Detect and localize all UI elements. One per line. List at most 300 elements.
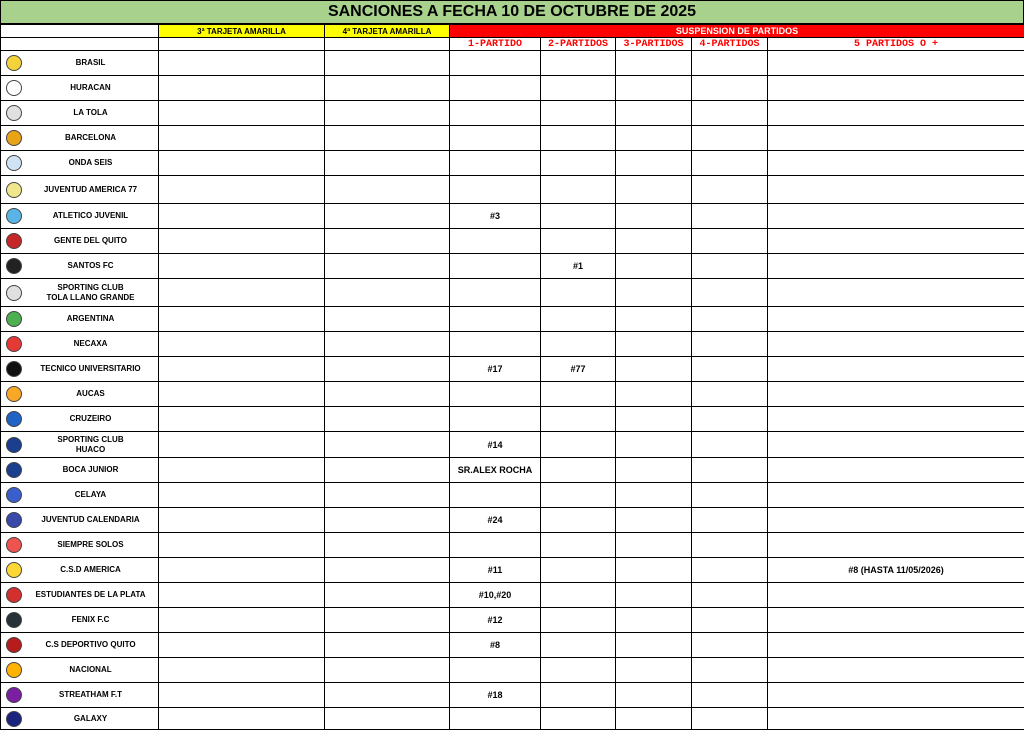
cell-y3 [159,508,325,533]
team-header-blank-2 [1,38,159,51]
cell-p4 [692,151,768,176]
team-name: SANTOS FC [67,261,114,270]
cell-y4 [325,176,450,204]
cell-y4 [325,533,450,558]
cell-p4 [692,508,768,533]
cell-p1: #17 [450,357,541,382]
cell-p1: #11 [450,558,541,583]
cell-p4 [692,51,768,76]
cell-p3 [616,483,692,508]
cell-p3 [616,533,692,558]
team-name: BRASIL [75,58,106,67]
cell-y3 [159,126,325,151]
cell-p2 [541,458,616,483]
team-logo-icon [6,55,22,71]
cell-p5 [768,432,1024,458]
cell-p4 [692,608,768,633]
cell-y4 [325,608,450,633]
cell-y4 [325,483,450,508]
cell-p1 [450,151,541,176]
cell-p3 [616,382,692,407]
cell-p2 [541,229,616,254]
cell-p4 [692,683,768,708]
cell-p3 [616,407,692,432]
team-logo-icon [6,258,22,274]
cell-p5 [768,458,1024,483]
team-cell [1,204,159,229]
header-2-partidos: 2-PARTIDOS [541,38,616,51]
cell-p1 [450,176,541,204]
cell-y3 [159,279,325,307]
cell-p2 [541,176,616,204]
team-name: GALAXY [73,713,108,723]
cell-p3 [616,151,692,176]
table-row [1,558,1024,583]
cell-p4 [692,254,768,279]
yellow3-sub-blank [159,38,325,51]
cell-p1 [450,101,541,126]
team-cell [1,533,159,558]
cell-p2 [541,658,616,683]
cell-p1 [450,279,541,307]
cell-p1 [450,51,541,76]
team-logo-icon [6,155,22,171]
team-logo-icon [6,80,22,96]
cell-p4 [692,633,768,658]
table-row [1,204,1024,229]
cell-p5 [768,583,1024,608]
cell-p4 [692,658,768,683]
cell-y3 [159,683,325,708]
team-name: SPORTING CLUB TOLA LLANO GRANDE [46,282,135,302]
cell-p5 [768,533,1024,558]
cell-p1: #14 [450,432,541,458]
cell-p3 [616,583,692,608]
cell-p5 [768,76,1024,101]
cell-p3 [616,458,692,483]
cell-p1 [450,332,541,357]
cell-p1 [450,229,541,254]
cell-y3 [159,708,325,730]
team-cell [1,708,159,730]
team-name: BOCA JUNIOR [62,465,119,474]
table-row [1,151,1024,176]
cell-p2 [541,483,616,508]
team-logo-icon [6,233,22,249]
cell-p4 [692,204,768,229]
cell-y3 [159,307,325,332]
cell-p2 [541,332,616,357]
cell-y3 [159,382,325,407]
header-1-partido: 1-PARTIDO [450,38,541,51]
cell-y3 [159,357,325,382]
cell-p4 [692,176,768,204]
cell-p5 [768,407,1024,432]
team-logo-icon [6,182,22,198]
cell-p4 [692,126,768,151]
cell-y4 [325,432,450,458]
cell-p5 [768,176,1024,204]
cell-p2 [541,533,616,558]
cell-y3 [159,583,325,608]
cell-p5 [768,633,1024,658]
cell-p1 [450,658,541,683]
team-logo-icon [6,130,22,146]
cell-y4 [325,254,450,279]
table-row [1,708,1024,730]
cell-p3 [616,307,692,332]
team-cell [1,583,159,608]
team-cell [1,151,159,176]
cell-p2 [541,583,616,608]
cell-p4 [692,432,768,458]
cell-p2 [541,558,616,583]
team-logo-icon [6,208,22,224]
yellow4-sub-blank [325,38,450,51]
cell-p3 [616,658,692,683]
cell-p4 [692,357,768,382]
team-cell [1,101,159,126]
team-name: ONDA SEIS [68,158,113,167]
cell-p3 [616,633,692,658]
cell-p4 [692,307,768,332]
team-logo-icon [6,437,22,453]
team-name: JUVENTUD CALENDARIA [41,515,140,524]
table-row [1,279,1024,307]
team-cell [1,126,159,151]
cell-y4 [325,279,450,307]
team-logo-icon [6,462,22,478]
team-logo-icon [6,311,22,327]
cell-y4 [325,332,450,357]
cell-y3 [159,432,325,458]
team-cell [1,608,159,633]
team-name: NACIONAL [69,665,112,674]
cell-p4 [692,279,768,307]
team-cell [1,558,159,583]
team-cell [1,432,159,458]
table-row [1,683,1024,708]
cell-p2 [541,126,616,151]
team-logo-icon [6,612,22,628]
cell-p1: #18 [450,683,541,708]
cell-p3 [616,254,692,279]
cell-p4 [692,76,768,101]
table-row [1,51,1024,76]
cell-p1: #12 [450,608,541,633]
cell-p1: #8 [450,633,541,658]
cell-y3 [159,229,325,254]
team-name: C.S DEPORTIVO QUITO [45,640,136,649]
cell-y4 [325,204,450,229]
team-cell [1,683,159,708]
team-logo-icon [6,662,22,678]
cell-p5: #8 (HASTA 11/05/2026) [768,558,1024,583]
team-logo-icon [6,285,22,301]
cell-y4 [325,76,450,101]
team-cell [1,279,159,307]
cell-p2 [541,432,616,458]
cell-y3 [159,151,325,176]
team-cell [1,254,159,279]
team-cell [1,332,159,357]
cell-y4 [325,458,450,483]
cell-p1 [450,126,541,151]
cell-p4 [692,483,768,508]
cell-p3 [616,683,692,708]
table-row [1,483,1024,508]
cell-p2 [541,508,616,533]
table-row [1,307,1024,332]
cell-y3 [159,633,325,658]
cell-p5 [768,508,1024,533]
cell-p3 [616,332,692,357]
cell-p3 [616,508,692,533]
cell-p2 [541,204,616,229]
cell-y4 [325,126,450,151]
cell-p2 [541,307,616,332]
sheet-title: SANCIONES A FECHA 10 DE OCTUBRE DE 2025 [0,0,1024,24]
header-4th-yellow: 4ª TARJETA AMARILLA [325,25,450,38]
team-logo-icon [6,105,22,121]
team-cell [1,176,159,204]
cell-p2 [541,608,616,633]
cell-y4 [325,558,450,583]
cell-p5 [768,708,1024,730]
cell-p1: #24 [450,508,541,533]
table-row [1,608,1024,633]
cell-p3 [616,51,692,76]
cell-p4 [692,533,768,558]
team-name: HURACAN [70,83,111,92]
cell-p4 [692,708,768,730]
team-cell [1,229,159,254]
table-row [1,432,1024,458]
team-cell [1,407,159,432]
team-logo-icon [6,711,22,727]
cell-p3 [616,204,692,229]
cell-p5 [768,357,1024,382]
cell-p1 [450,382,541,407]
table-row [1,101,1024,126]
team-cell [1,658,159,683]
team-header-blank [1,25,159,38]
cell-p3 [616,176,692,204]
cell-y4 [325,633,450,658]
cell-p4 [692,229,768,254]
cell-p2 [541,51,616,76]
team-cell [1,76,159,101]
cell-y3 [159,407,325,432]
cell-y4 [325,101,450,126]
team-name: AUCAS [76,389,105,398]
team-name: SPORTING CLUB HUACO [57,434,124,454]
cell-y4 [325,382,450,407]
cell-p5 [768,51,1024,76]
cell-y3 [159,101,325,126]
cell-y4 [325,583,450,608]
cell-p2 [541,151,616,176]
team-name: BARCELONA [64,133,117,142]
cell-y3 [159,204,325,229]
cell-p5 [768,332,1024,357]
cell-p2 [541,76,616,101]
team-name: LA TOLA [73,108,108,117]
header-row-top [1,25,1024,38]
team-name: TECNICO UNIVERSITARIO [40,364,141,373]
cell-y3 [159,254,325,279]
cell-p3 [616,608,692,633]
table-row [1,76,1024,101]
cell-p1 [450,708,541,730]
cell-p4 [692,558,768,583]
cell-y4 [325,229,450,254]
sanctions-table [0,24,1024,730]
cell-p3 [616,279,692,307]
cell-p2 [541,708,616,730]
cell-y4 [325,658,450,683]
team-logo-icon [6,512,22,528]
cell-p2 [541,633,616,658]
team-logo-icon [6,587,22,603]
team-logo-icon [6,562,22,578]
cell-p1: SR.ALEX ROCHA [450,458,541,483]
cell-p5 [768,279,1024,307]
header-suspension: SUSPENSION DE PARTIDOS [450,25,1024,38]
table-row [1,254,1024,279]
header-5-partidos: 5 PARTIDOS O + [768,38,1024,51]
team-cell [1,357,159,382]
cell-p4 [692,583,768,608]
cell-p2 [541,683,616,708]
table-row [1,508,1024,533]
table-row [1,229,1024,254]
cell-y3 [159,76,325,101]
cell-p4 [692,332,768,357]
cell-p5 [768,204,1024,229]
team-name: CRUZEIRO [69,414,112,423]
table-row [1,583,1024,608]
cell-y4 [325,51,450,76]
cell-p1 [450,407,541,432]
team-name: ARGENTINA [66,314,115,323]
cell-p3 [616,708,692,730]
team-name: STREATHAM F.T [59,690,122,699]
cell-p1 [450,307,541,332]
cell-y4 [325,708,450,730]
cell-y3 [159,176,325,204]
cell-p3 [616,126,692,151]
team-cell [1,382,159,407]
team-name: C.S.D AMERICA [60,565,121,574]
table-row [1,533,1024,558]
cell-p2: #1 [541,254,616,279]
cell-p3 [616,229,692,254]
cell-p5 [768,126,1024,151]
team-cell [1,483,159,508]
team-name: JUVENTUD AMERICA 77 [43,184,138,194]
cell-y4 [325,307,450,332]
table-row [1,407,1024,432]
table-row [1,458,1024,483]
cell-p5 [768,608,1024,633]
table-row [1,176,1024,204]
cell-y4 [325,357,450,382]
table-row [1,332,1024,357]
table-row [1,633,1024,658]
header-3-partidos: 3-PARTIDOS [616,38,692,51]
cell-p2 [541,101,616,126]
team-logo-icon [6,361,22,377]
cell-p5 [768,483,1024,508]
cell-y3 [159,658,325,683]
cell-y3 [159,533,325,558]
team-logo-icon [6,637,22,653]
header-3rd-yellow: 3ª TARJETA AMARILLA [159,25,325,38]
cell-y3 [159,558,325,583]
team-logo-icon [6,487,22,503]
cell-p3 [616,357,692,382]
cell-p3 [616,558,692,583]
cell-p4 [692,382,768,407]
cell-p3 [616,76,692,101]
cell-p4 [692,101,768,126]
header-row-sub [1,38,1024,51]
team-name: ESTUDIANTES DE LA PLATA [35,590,146,599]
cell-y4 [325,508,450,533]
cell-p1 [450,76,541,101]
cell-p5 [768,683,1024,708]
cell-p4 [692,407,768,432]
team-logo-icon [6,386,22,402]
team-name: NECAXA [73,339,108,348]
cell-p2 [541,407,616,432]
cell-p2: #77 [541,357,616,382]
cell-p1 [450,254,541,279]
team-name: CELAYA [74,490,107,499]
cell-y3 [159,608,325,633]
cell-y4 [325,683,450,708]
cell-p3 [616,432,692,458]
cell-p2 [541,279,616,307]
team-name: FENIX F.C [71,615,110,624]
table-row [1,126,1024,151]
cell-y4 [325,151,450,176]
table-row [1,382,1024,407]
table-row [1,357,1024,382]
cell-p5 [768,151,1024,176]
cell-y3 [159,483,325,508]
cell-p5 [768,229,1024,254]
cell-p1 [450,533,541,558]
cell-p5 [768,382,1024,407]
cell-y3 [159,458,325,483]
cell-p5 [768,307,1024,332]
team-logo-icon [6,537,22,553]
header-4-partidos: 4-PARTIDOS [692,38,768,51]
team-cell [1,508,159,533]
cell-y3 [159,51,325,76]
cell-p2 [541,382,616,407]
cell-p1: #3 [450,204,541,229]
cell-p1: #10,#20 [450,583,541,608]
team-cell [1,458,159,483]
cell-y3 [159,332,325,357]
cell-y4 [325,407,450,432]
cell-p5 [768,254,1024,279]
team-logo-icon [6,687,22,703]
team-cell [1,307,159,332]
